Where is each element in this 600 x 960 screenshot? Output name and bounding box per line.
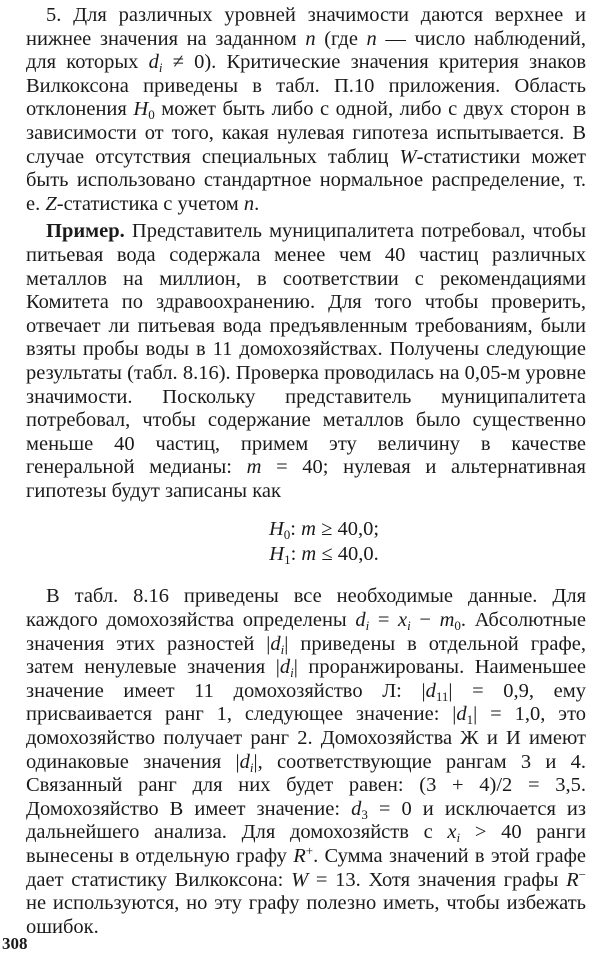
paragraph-wilcoxon-critical-values: 5. Для различных уровней значимости даются верхнее и нижнее значения на заданном n (где n — число наблюдений, для которых $d_i \ne 0$). Критические значения критерия знаков Вилкоксона приведены в табл. П.10 приложения. Область отклонения $H_0$ может быть либо с одной, либо с двух сторон в зависимости от того, какая нулевая гипотеза испытывается. В случае отсутствия специальных таблиц W-статистики может быть использовано стандартное нормальное распределение, т. е. Z-статистика с учетом n. (26, 4, 586, 215)
null-hypothesis-formula: $H_0$: m ≥ 40,0; (268, 518, 380, 543)
hypotheses-formulas (26, 517, 586, 567)
paragraph-table-explanation: В табл. 8.16 приведены все необходимые данные. Для каждого домохозяйства определены $d_i = x_i - m_0$. Абсолютные значения этих разностей $|d_i|$ приведены в отдельной графе, затем ненулевые значения $|d_i|$ проранжированы. Наименьшее значение имеет 11 домохозяйство Л: $|d_{11}| = 0,9$, ему присваивается ранг 1, следующее значение: $|d_1| = 1,0$, это домохозяйство получает ранг 2. Домохозяйства Ж и И имеют одинаковые значения $|d_i|$, соответствующие рангам 3 и 4. Связанный ранг для них будет равен: (3 + 4)/2 = 3,5. Домохозяйство В имеет значение: $d_3 = 0$ и исключается из дальнейшего анализа. Для домохозяйств с $x_i > 40$ ранги вынесены в отдельную графу R+. Сумма значений в этой графе дает статистику Вилкоксона: W = 13. Хотя значения графы R− не используются, но эту графу полезно иметь, чтобы избежать ошибок. (26, 585, 587, 938)
example-label: Пример. (46, 220, 125, 243)
page-number: 308 (2, 934, 28, 953)
paragraph-example: Пример. Представитель муниципалитета потребовал, чтобы питьевая вода содержала менее чем 40 частиц различных металлов на миллион, в соответствии с рекомендациями Комитета по здравоохранению. Для того чтобы проверить, отвечает ли питьевая вода предъявленным требованиям, были взяты пробы воды в 11 домохозяйствах. Получены следующие результаты (табл. 8.16). Проверка проводилась на 0,05-м уровне значимости. Поскольку представитель муниципалитета потребовал, чтобы содержание металлов было существенно меньше 40 частиц, примем эту величину в качестве генеральной медианы: m = 40; нулевая и альтернативная гипотезы будут записаны как (26, 220, 586, 502)
body-text (26, 4, 586, 939)
alternative-hypothesis-formula: $H_1$: m ≤ 40,0. (269, 543, 379, 568)
